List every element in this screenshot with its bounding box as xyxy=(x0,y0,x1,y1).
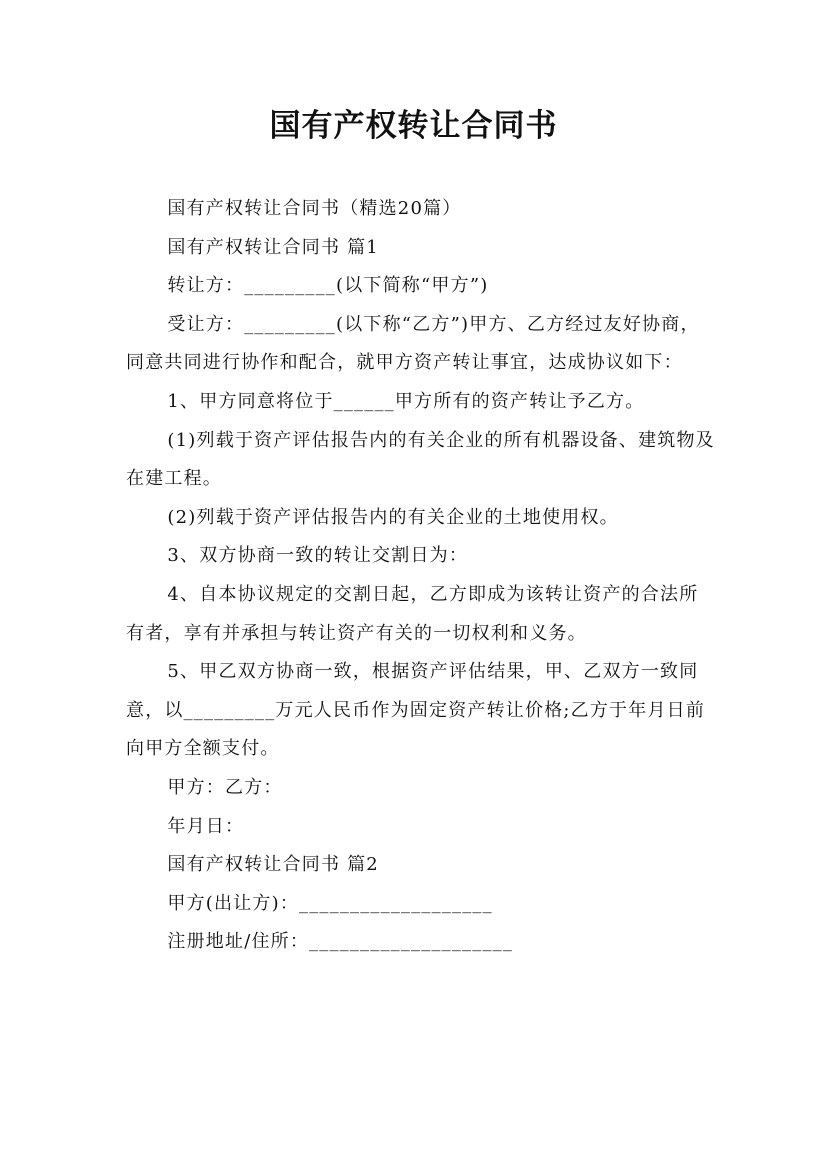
paragraph: 年月日： xyxy=(167,815,245,837)
document-body xyxy=(126,190,716,962)
paragraph: (1)列载于资产评估报告内的有关企业的所有机器设备、建筑物及在建工程。 xyxy=(126,429,715,490)
paragraph: 国有产权转让合同书 篇1 xyxy=(167,236,379,258)
paragraph: 3、双方协商一致的转让交割日为： xyxy=(167,545,469,567)
paragraph: 1、甲方同意将位于______甲方所有的资产转让予乙方。 xyxy=(167,390,645,412)
paragraph: 4、自本协议规定的交割日起，乙方即成为该转让资产的合法所有者，享有并承担与转让资产有关的一切权利和义务。 xyxy=(126,583,699,644)
paragraph: 甲方：乙方： xyxy=(167,776,283,798)
paragraph: 国有产权转让合同书 篇2 xyxy=(167,854,379,876)
paragraph: (2)列载于资产评估报告内的有关企业的土地使用权。 xyxy=(167,506,619,528)
paragraph: 国有产权转让合同书（精选20篇） xyxy=(167,198,462,219)
document-title: 国有产权转让合同书 xyxy=(269,108,558,144)
paragraph: 受让方：_________(以下称“乙方”)甲方、乙方经过友好协商，同意共同进行协作和配合，就甲方资产转让事宜，达成协议如下： xyxy=(126,313,700,374)
paragraph: 转让方：_________(以下简称“甲方”) xyxy=(167,275,489,297)
paragraph: 甲方(出让方)：___________________ xyxy=(167,892,493,914)
paragraph: 注册地址/住所：____________________ xyxy=(167,931,514,953)
paragraph: 5、甲乙双方协商一致，根据资产评估结果，甲、乙双方一致同意，以_________万元人民币作为固定资产转让价格;乙方于年月日前向甲方全额支付。 xyxy=(126,661,706,760)
